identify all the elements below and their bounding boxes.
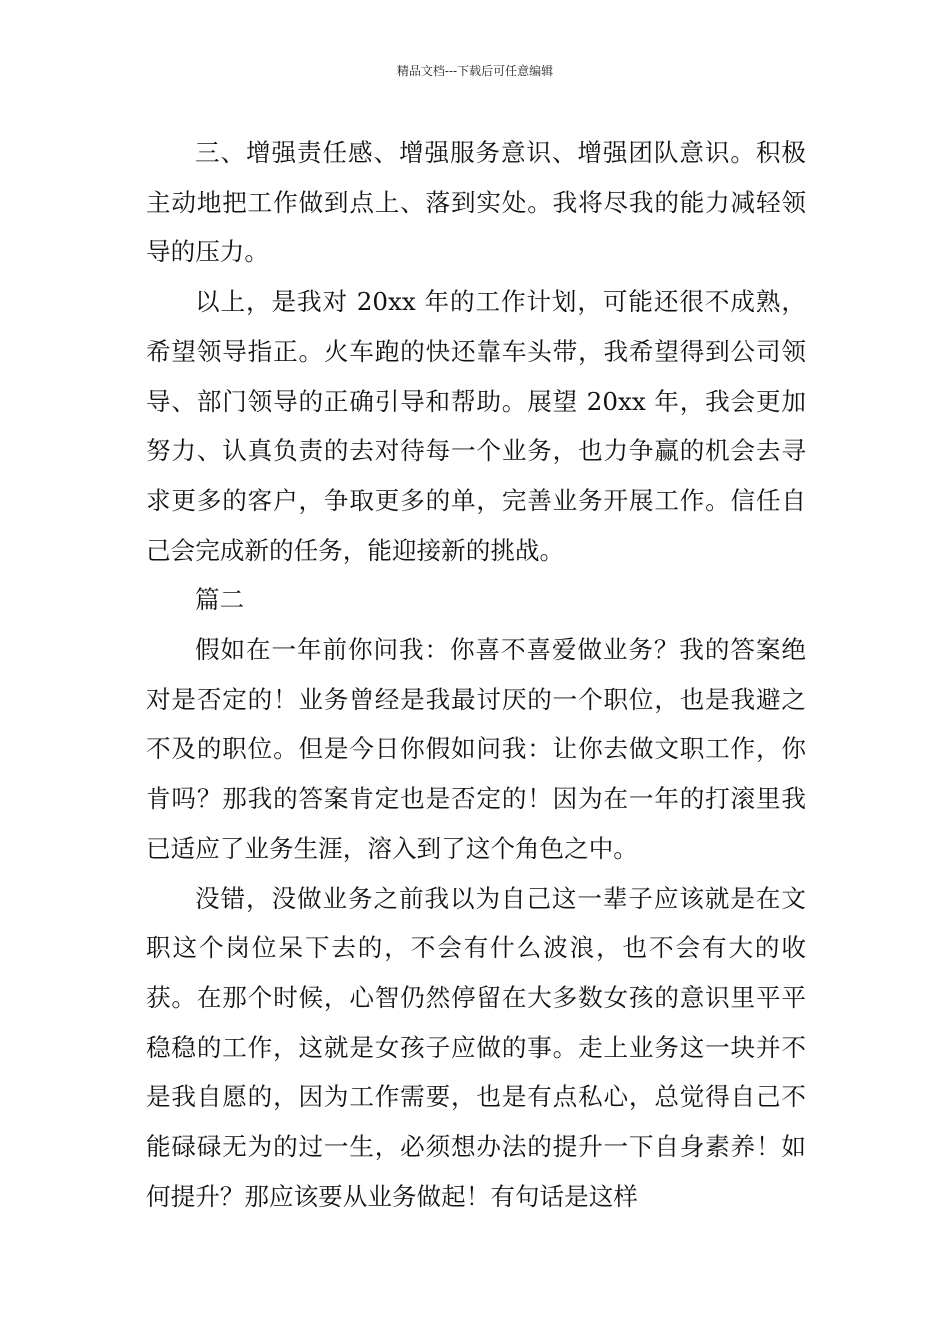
paragraph-work-plan: 以上，是我对 20xx 年的工作计划，可能还很不成熟，希望领导指正。火车跑的快还靠车头带，我希望得到公司领导、部门领导的正确引导和帮助。展望 20xx 年，我会更加努力、认真负责的去对待每一个业务，也力争赢的机会去寻求更多的客户，争取更多的单，完善业务开展工作。信任自己会完成新的任务，能迎接新的挑战。 [146, 287, 806, 565]
paragraph-reflection: 没错，没做业务之前我以为自己这一辈子应该就是在文职这个岗位呆下去的，不会有什么波浪，也不会有大的收获。在那个时候，心智仍然停留在大多数女孩的意识里平平稳稳的工作，这就是女孩子应做的事。走上业务这一块并不是我自愿的，因为工作需要，也是有点私心，总觉得自己不能碌碌无为的过一生，必须想办法的提升一下自身素养！如何提升？那应该要从业务做起！有句话是这样 [146, 883, 806, 1211]
paragraph-responsibility: 三、增强责任感、增强服务意识、增强团队意识。积极主动地把工作做到点上、落到实处。我将尽我的能力减轻领导的压力。 [146, 138, 806, 267]
document-body [146, 128, 806, 1221]
page-header: 精品文档---下载后可任意编辑 [396, 64, 554, 78]
paragraph-question: 假如在一年前你问我：你喜不喜爱做业务？我的答案绝对是否定的！业务曾经是我最讨厌的一个职位，也是我避之不及的职位。但是今日你假如问我：让你去做文职工作，你肯吗？那我的答案肯定也是否定的！因为在一年的打滚里我已适应了业务生涯，溶入到了这个角色之中。 [146, 635, 806, 863]
section-heading: 篇二 [195, 585, 245, 615]
